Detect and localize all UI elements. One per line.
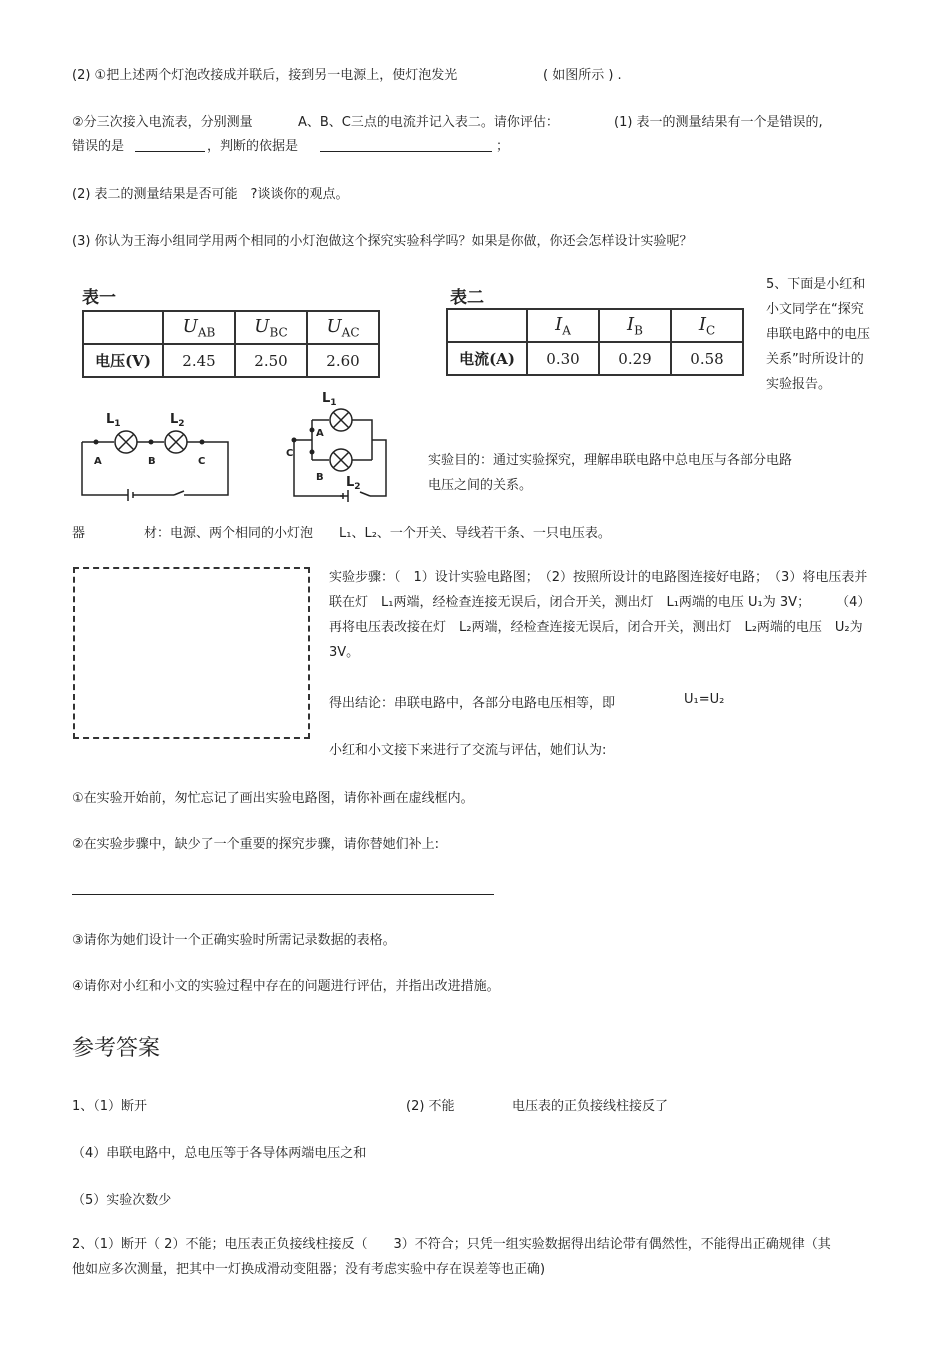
q5-intro: 5、下面是小红和小文同学在“探究串联电路中的电压关系”时所设计的实验报告。 xyxy=(766,277,871,392)
answer1-part4: （4）串联电路中，总电压等于各导体两端电压之和 xyxy=(72,1146,367,1161)
table1-header: $U_{AC}$ xyxy=(307,311,379,344)
answer-blank-1[interactable] xyxy=(135,137,205,152)
q5-purpose-cont: 电压之间的关系。 xyxy=(428,478,533,493)
q2-line3-label-b: ，判断的依据是 xyxy=(207,139,299,154)
answer-blank-2[interactable] xyxy=(320,137,492,152)
q2-line2-text-c: (1) 表一的测量结果有一个是错误的, xyxy=(614,115,823,130)
parallel-label-C: C xyxy=(286,448,294,459)
series-label-L2: $L_2$ xyxy=(170,412,185,429)
table2-corner xyxy=(447,309,527,342)
q5-purpose: 实验目的：通过实验探究，理解串联电路中总电压与各部分电路 xyxy=(428,453,793,468)
table2-cell: 0.58 xyxy=(671,342,743,375)
answer-line-step[interactable] xyxy=(72,880,494,895)
answer1-part2: (2) 不能 xyxy=(406,1099,455,1114)
table2-cell: 0.29 xyxy=(599,342,671,375)
series-circuit-diagram xyxy=(78,405,238,505)
q5-steps: 实验步骤：（ 1）设计实验电路图； （2）按照所设计的电路图连接好电路； （3）将电压表并联在灯 L₁两端，经检查连接无误后，闭合开关，测出灯 L₁两端的电压 U₁为 3V； （4）再将电压表改接在灯 L₂两端，经检查连接无误后，闭合开关，测出灯 L₂两端的电压 U₂为 3V。 xyxy=(329,570,871,660)
answer2: 2、（1）断开（ 2）不能；电压表正负接线柱接反（ 3）不符合；只凭一组实验数据得出结论带有偶然性，不能得出正确规律（其他如应多次测量，把其中一灯换成滑动变阻器；没有考虑实验中存在误差等也正确) xyxy=(72,1237,831,1277)
table1-title: 表一 xyxy=(82,288,116,308)
table2-header: $I_C$ xyxy=(671,309,743,342)
q2-line1-text: (2) ①把上述两个灯泡改接成并联后，接到另一电源上，使灯泡发光 xyxy=(72,68,458,83)
parallel-label-L2: $L_2$ xyxy=(346,475,361,492)
answers-heading: 参考答案 xyxy=(72,1036,161,1061)
table1-header: $U_{BC}$ xyxy=(235,311,307,344)
q2-line2-text-b: A、B、C三点的电流并记入表二。请你评估： xyxy=(298,115,559,130)
series-label-L1: $L_1$ xyxy=(106,412,121,429)
answer1-part3: 电压表的正负接线柱接反了 xyxy=(512,1099,669,1114)
q2-line1-note: ( 如图所示 ) . xyxy=(543,68,622,83)
q5-equipment-label: 器 xyxy=(72,526,86,541)
table2-row-label: 电流(A) xyxy=(447,342,527,375)
q5-equipment: 材：电源、两个相同的小灯泡 L₁、L₂、一个开关、导线若干条、一只电压表。 xyxy=(144,526,611,541)
circuit-drawing-box[interactable] xyxy=(73,567,310,739)
table2-title: 表二 xyxy=(450,288,484,308)
q2-line3-label: 错误的是 xyxy=(72,139,125,154)
table1-header: $U_{AB}$ xyxy=(163,311,235,344)
q2-line3-end: ； xyxy=(496,139,510,154)
q2-line5-text: (3) 你认为王海小组同学用两个相同的小灯泡做这个探究实验科学吗？如果是你做，你还会怎样设计实验呢？ xyxy=(72,234,693,249)
table2 xyxy=(446,308,744,376)
q5-conclusion: 得出结论：串联电路中，各部分电路电压相等，即 xyxy=(329,696,616,711)
answer1-part5: （5）实验次数少 xyxy=(72,1193,172,1208)
table1-cell: 2.60 xyxy=(307,344,379,377)
table1-corner xyxy=(83,311,163,344)
series-label-C: C xyxy=(198,456,206,467)
series-label-B: B xyxy=(148,456,156,467)
series-label-A: A xyxy=(94,456,102,467)
table1-cell: 2.50 xyxy=(235,344,307,377)
q5-conclusion-formula: U₁=U₂ xyxy=(684,692,725,707)
q2-line2-text: ②分三次接入电流表，分别测量 xyxy=(72,115,253,130)
parallel-label-B: B xyxy=(316,472,324,483)
answer1-part1: 1、（1）断开 xyxy=(72,1099,148,1114)
table2-header: $I_B$ xyxy=(599,309,671,342)
table2-cell: 0.30 xyxy=(527,342,599,375)
q5-item3: ③请你为她们设计一个正确实验时所需记录数据的表格。 xyxy=(72,933,396,948)
q5-item1: ①在实验开始前，匆忙忘记了画出实验电路图，请你补画在虚线框内。 xyxy=(72,791,474,806)
table1-cell: 2.45 xyxy=(163,344,235,377)
table1 xyxy=(82,310,380,378)
q5-item2: ②在实验步骤中，缺少了一个重要的探究步骤，请你替她们补上: xyxy=(72,837,440,852)
q5-item4: ④请你对小红和小文的实验过程中存在的问题进行评估，并指出改进措施。 xyxy=(72,979,500,994)
q5-exchange: 小红和小文接下来进行了交流与评估，她们认为: xyxy=(329,743,607,758)
table2-header: $I_A$ xyxy=(527,309,599,342)
parallel-label-A: A xyxy=(316,428,324,439)
parallel-circuit-diagram xyxy=(276,388,396,506)
q2-line4-text: (2) 表二的测量结果是否可能 ?谈谈你的观点。 xyxy=(72,187,349,202)
parallel-label-L1: $L_1$ xyxy=(322,391,337,408)
table1-row-label: 电压(V) xyxy=(83,344,163,377)
